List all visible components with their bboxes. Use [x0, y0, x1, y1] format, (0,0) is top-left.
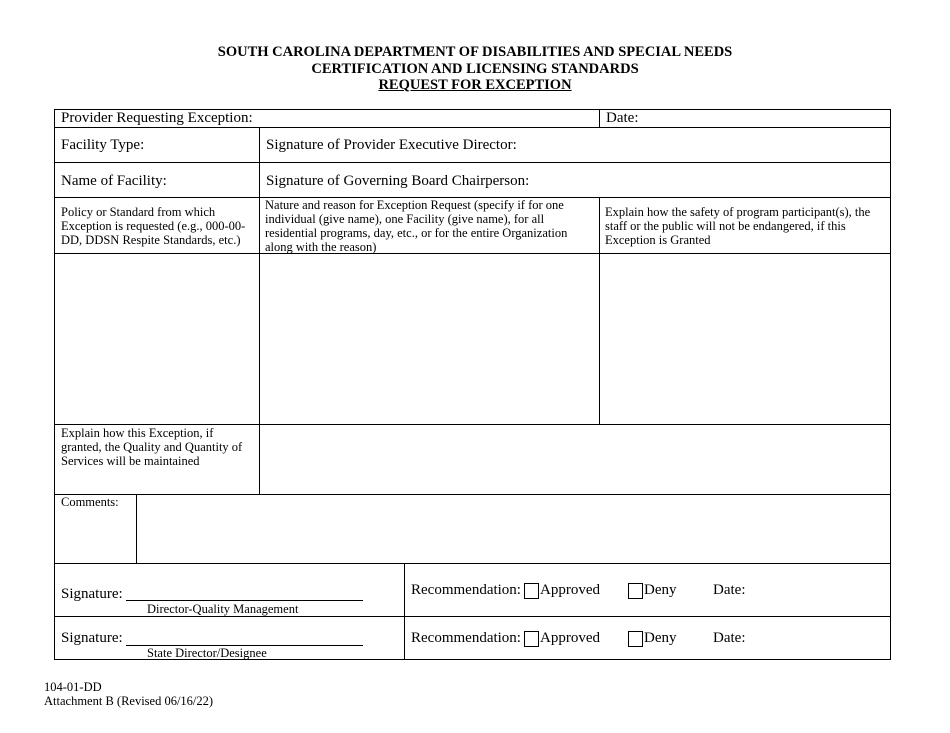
- safety-explanation-label: Explain how the safety of program participant(s), the staff or the public will not be endangered, if this Exception is Granted: [605, 205, 871, 247]
- col-divider: [599, 109, 600, 128]
- signature-label: Signature:: [61, 586, 123, 602]
- facility-type-label: Facility Type:: [61, 137, 145, 153]
- nature-reason-label: Nature and reason for Exception Request (specify if for one individual (give name), one Facility (give name), for all residential programs, day, etc., or for the entire Organization along with the reason): [265, 198, 568, 254]
- provider-label: Provider Requesting Exception:: [61, 110, 253, 126]
- signature-role: State Director/Designee: [147, 646, 267, 660]
- policy-standard-label: Policy or Standard from which Exception is requested (e.g., 000-00-DD, DDSN Respite Standards, etc.): [61, 205, 246, 247]
- deny-checkbox[interactable]: [628, 583, 643, 599]
- form-number: 104-01-DD: [44, 680, 102, 694]
- standards-title: CERTIFICATION AND LICENSING STANDARDS: [311, 61, 639, 77]
- deny-checkbox[interactable]: [628, 631, 643, 647]
- row-divider: [54, 127, 891, 128]
- board-chair-signature-label: Signature of Governing Board Chairperson:: [266, 173, 530, 189]
- facility-name-label: Name of Facility:: [61, 173, 167, 189]
- comments-input[interactable]: [137, 495, 890, 563]
- approved-checkbox[interactable]: [524, 583, 539, 599]
- approved-label: Approved: [540, 630, 600, 646]
- approved-checkbox[interactable]: [524, 631, 539, 647]
- quality-explanation-input[interactable]: [260, 425, 890, 494]
- exec-director-signature-label: Signature of Provider Executive Director:: [266, 137, 517, 153]
- attachment-revision: Attachment B (Revised 06/16/22): [44, 694, 214, 708]
- signature-role: Director-Quality Management: [147, 602, 299, 616]
- signature-line[interactable]: [126, 600, 363, 601]
- row-divider: [54, 563, 891, 564]
- form-title: REQUEST FOR EXCEPTION: [378, 77, 572, 93]
- deny-label: Deny: [644, 582, 677, 598]
- comments-label: Comments:: [61, 495, 119, 509]
- policy-standard-input[interactable]: [55, 254, 259, 424]
- date-label: Date:: [713, 630, 746, 646]
- quality-explanation-label: Explain how this Exception, if granted, the Quality and Quantity of Services will be maintained: [61, 426, 243, 468]
- safety-explanation-input[interactable]: [600, 254, 890, 424]
- col-divider: [404, 563, 405, 660]
- nature-reason-input[interactable]: [260, 254, 599, 424]
- recommendation-label: Recommendation:: [411, 630, 521, 646]
- department-title: SOUTH CAROLINA DEPARTMENT OF DISABILITIES AND SPECIAL NEEDS: [217, 44, 733, 60]
- approved-label: Approved: [540, 582, 600, 598]
- recommendation-label: Recommendation:: [411, 582, 521, 598]
- signature-label: Signature:: [61, 630, 123, 646]
- row-divider: [54, 162, 891, 163]
- form-title-row: [0, 77, 950, 93]
- row-divider: [54, 616, 891, 617]
- date-label: Date:: [606, 110, 639, 126]
- date-label: Date:: [713, 582, 746, 598]
- deny-label: Deny: [644, 630, 677, 646]
- table-right-border: [890, 109, 891, 660]
